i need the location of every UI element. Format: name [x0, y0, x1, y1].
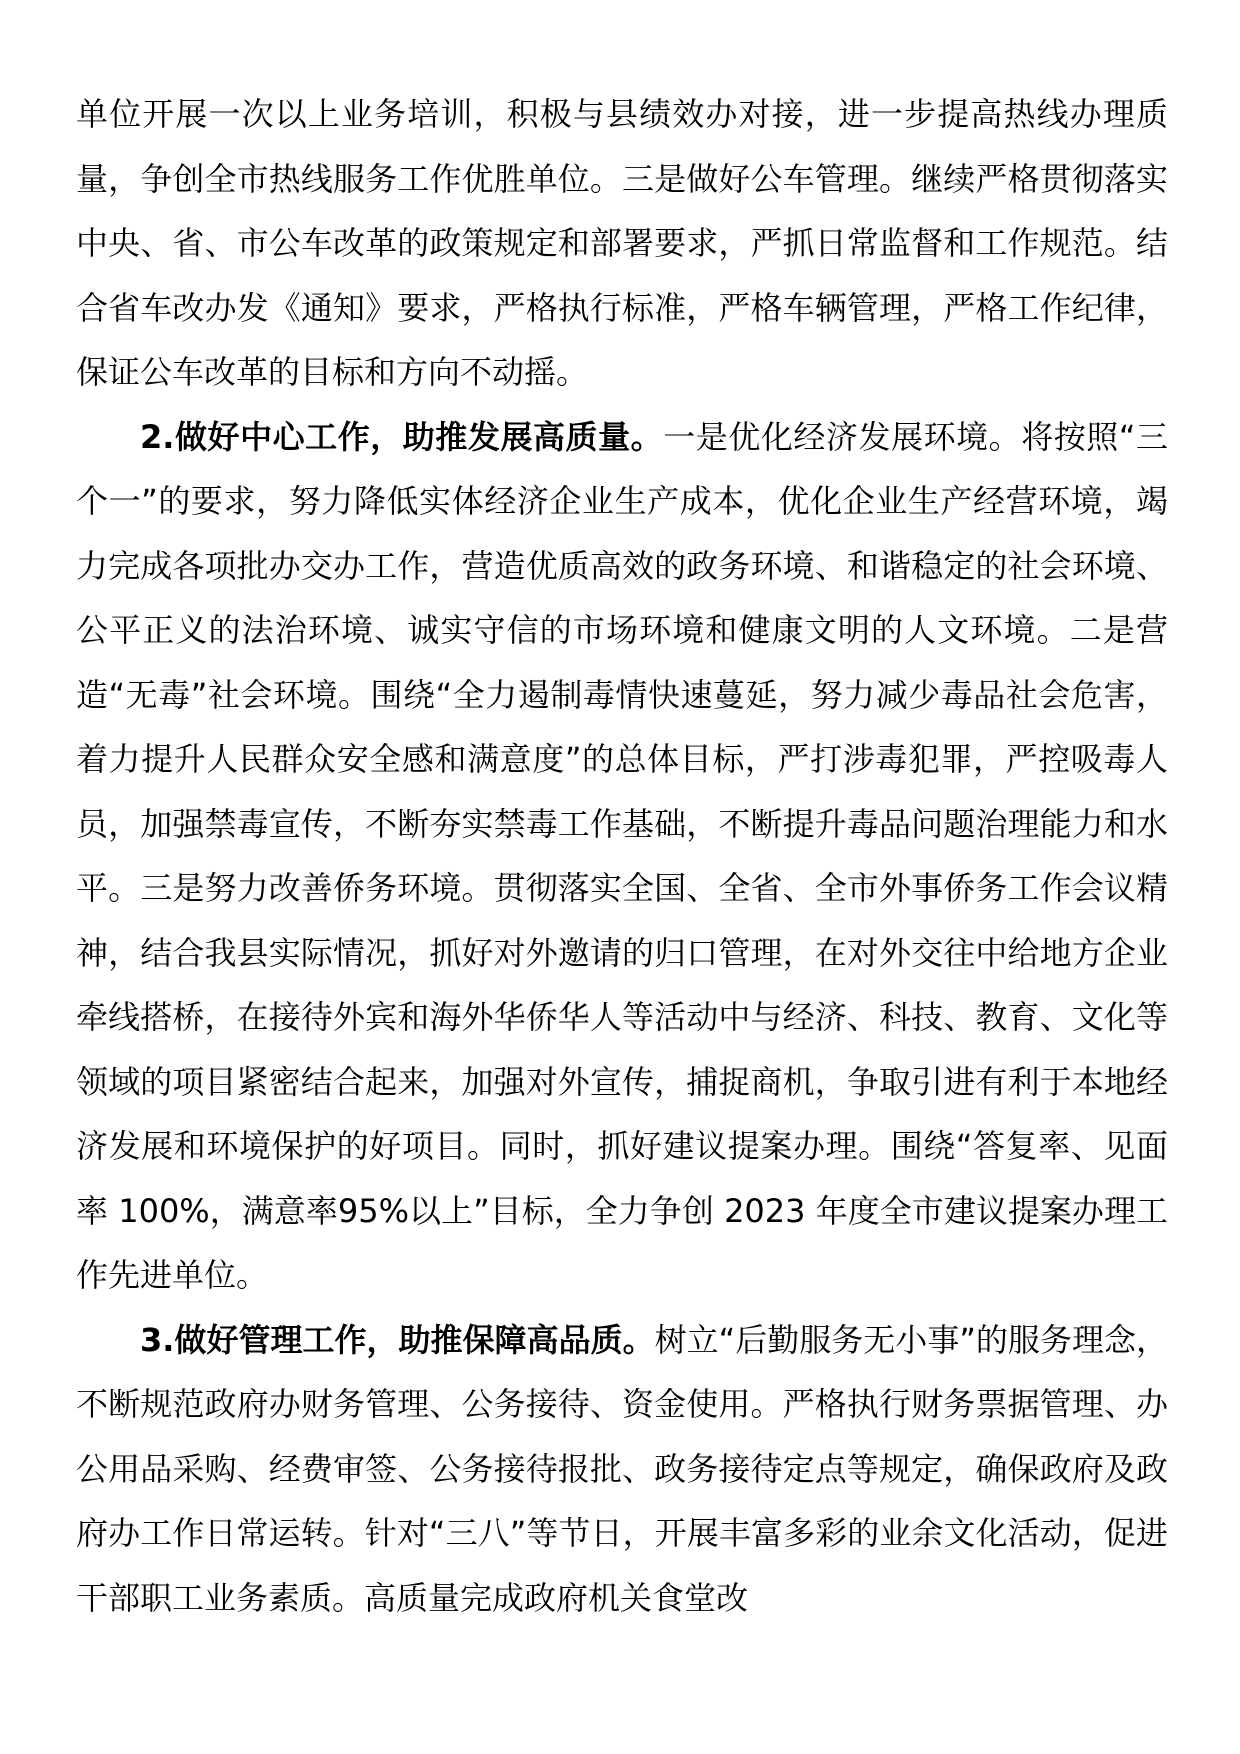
paragraph-1: [76, 82, 1168, 405]
paragraph-3-text: 树立“后勤服务无小事”的服务理念，不断规范政府办财务管理、公务接待、资金使用。严格执行财务票据管理、办公用品采购、经费审签、公务接待报批、政务接待定点等规定，确保政府及政府办工作日常运转。针对“三八”等节日，开展丰富多彩的业余文化活动，促进干部职工业务素质。高质量完成政府机关食堂改: [76, 1320, 1168, 1617]
paragraph-2-heading: 2.做好中心工作，助推发展高质量。: [140, 417, 664, 456]
paragraph-3: [76, 1308, 1168, 1631]
paragraph-3-heading: 3.做好管理工作，助推保障高品质。: [140, 1320, 655, 1359]
paragraph-2-text: 一是优化经济发展环境。将按照“三个一”的要求，努力降低实体经济企业生产成本，优化企业生产经营环境，竭力完成各项批办交办工作，营造优质高效的政务环境、和谐稳定的社会环境、公平正义的法治环境、诚实守信的市场环境和健康文明的人文环境。二是营造“无毒”社会环境。围绕“全力遏制毒情快速蔓延，努力减少毒品社会危害，着力提升人民群众安全感和满意度”的总体目标，严打涉毒犯罪，严控吸毒人员，加强禁毒宣传，不断夯实禁毒工作基础，不断提升毒品问题治理能力和水平。三是努力改善侨务环境。贯彻落实全国、全省、全市外事侨务工作会议精神，结合我县实际情况，抓好对外邀请的归口管理，在对外交往中给地方企业牵线搭桥，在接待外宾和海外华侨华人等活动中与经济、科技、教育、文化等领域的项目紧密结合起来，加强对外宣传，捕捉商机，争取引进有利于本地经济发展和环境保护的好项目。同时，抓好建议提案办理。围绕“答复率、见面率 100%，满意率95%以上”目标，全力争创 2023 年度全市建议提案办理工作先进单位。: [76, 417, 1168, 1294]
paragraph-1-text: 单位开展一次以上业务培训，积极与县绩效办对接，进一步提高热线办理质量，争创全市热线服务工作优胜单位。三是做好公车管理。继续严格贯彻落实中央、省、市公车改革的政策规定和部署要求，严抓日常监督和工作规范。结合省车改办发《通知》要求，严格执行标准，严格车辆管理，严格工作纪律，保证公车改革的目标和方向不动摇。: [76, 95, 1168, 391]
paragraph-2: [76, 405, 1168, 1308]
document-page: [76, 82, 1168, 1630]
